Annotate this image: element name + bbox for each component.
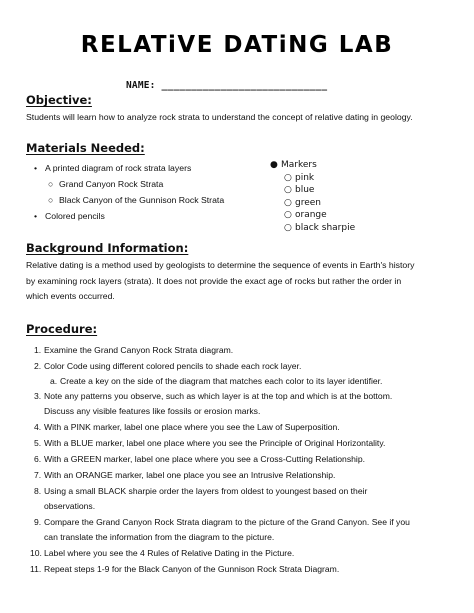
list-item-text: orange: [295, 210, 327, 220]
step-text: With a GREEN marker, label one place where you see a Cross-Cutting Relationship.: [44, 454, 365, 464]
step-text: Repeat steps 1-9 for the Black Canyon of the Gunnison Rock Strata Diagram.: [44, 564, 340, 574]
step-text: Label where you see the 4 Rules of Relative Dating in the Picture.: [44, 548, 295, 558]
list-item: [270, 160, 317, 170]
step-number: 9.: [34, 517, 42, 527]
list-item-text: black sharpie: [295, 222, 356, 233]
list-item: [48, 195, 224, 205]
procedure-step: [34, 422, 340, 432]
bullet-icon: ●: [270, 160, 278, 170]
background-heading: Background Information:: [26, 241, 189, 255]
list-item: [48, 179, 163, 189]
step-number: 8.: [34, 486, 42, 496]
list-item-text: A printed diagram of rock strata layers: [45, 163, 192, 173]
step-text: Compare the Grand Canyon Rock Strata diagram to the picture of the Grand Canyon. See if you: [44, 517, 410, 527]
list-item: [284, 223, 355, 233]
list-item: [284, 185, 314, 195]
list-item: [34, 163, 191, 173]
step-number: 1.: [34, 345, 42, 355]
step-text: With an ORANGE marker, label one place you see an Intrusive Relationship.: [44, 470, 336, 480]
background-paragraph: [26, 258, 446, 305]
list-item-text: pink: [295, 172, 315, 183]
step-text: Color Code using different colored pencils to shade each rock layer.: [44, 361, 302, 371]
list-item-text: Colored pencils: [45, 211, 105, 221]
background-line: by examining rock layers (strata). It does not provide the exact age of rocks but rather the order in: [26, 275, 402, 286]
procedure-step: [30, 548, 294, 558]
bullet-icon: ○: [284, 185, 292, 195]
list-item-text: Black Canyon of the Gunnison Rock Strata: [59, 195, 225, 205]
list-item: [284, 198, 321, 208]
bullet-icon: ○: [48, 195, 54, 205]
objective-heading: Objective:: [26, 93, 92, 107]
step-number: 4.: [34, 422, 42, 432]
background-line: Relative dating is a method used by geologists to determine the sequence of events in Earth's history: [26, 260, 415, 270]
step-number: 7.: [34, 470, 42, 480]
procedure-step: [34, 438, 385, 448]
objective-text: Students will learn how to analyze rock strata to understand the concept of relative dating in geology.: [26, 112, 413, 122]
procedure-heading: Procedure:: [26, 322, 98, 336]
procedure-step-continuation: [44, 532, 274, 542]
procedure-step-continuation: [44, 406, 260, 416]
procedure-step-continuation: [44, 501, 95, 511]
list-item-text: Grand Canyon Rock Strata: [59, 179, 164, 189]
procedure-step: [34, 486, 367, 496]
step-text: Discuss any visible features like fossils or erosion marks.: [44, 406, 261, 416]
step-text: Examine the Grand Canyon Rock Strata diagram.: [44, 345, 234, 355]
list-item-text: green: [295, 197, 321, 208]
step-number: 5.: [34, 438, 42, 448]
bullet-icon: •: [34, 163, 38, 173]
name-field-label: NAME: ____________________________: [126, 80, 328, 91]
step-number: 10.: [30, 548, 42, 558]
page-title: RELATiVE DATiNG LAB: [80, 32, 394, 58]
list-item: [34, 211, 105, 221]
list-item: [284, 210, 327, 220]
step-text: observations.: [44, 501, 96, 511]
step-text: With a BLUE marker, label one place where you see the Principle of Original Horizontality.: [44, 438, 386, 448]
bullet-icon: •: [34, 211, 38, 221]
bullet-icon: ○: [284, 210, 292, 220]
procedure-step: [34, 345, 233, 355]
background-line: which events occurred.: [26, 291, 115, 302]
list-item-text: Markers: [281, 160, 317, 170]
materials-heading: Materials Needed:: [26, 141, 145, 155]
step-text: With a PINK marker, label one place where you see the Law of Superposition.: [44, 422, 340, 432]
step-number: 3.: [34, 391, 42, 401]
procedure-step: [34, 470, 335, 480]
bullet-icon: ○: [284, 197, 292, 208]
procedure-step: [34, 454, 365, 464]
bullet-icon: ○: [284, 222, 292, 233]
procedure-step: [34, 361, 301, 371]
bullet-icon: ○: [48, 179, 54, 189]
procedure-step: [34, 391, 392, 401]
step-number: 11.: [30, 564, 42, 574]
step-number: 6.: [34, 454, 42, 464]
step-text: Create a key on the side of the diagram that matches each color to its layer identifier.: [60, 376, 383, 386]
step-number: a.: [50, 376, 58, 386]
list-item: [284, 173, 314, 183]
procedure-step: [34, 517, 410, 527]
step-text: Using a small BLACK sharpie order the layers from oldest to youngest based on their: [44, 486, 368, 496]
step-text: can translate the information from the diagram to the picture.: [44, 532, 275, 542]
procedure-step: [30, 564, 339, 574]
procedure-step: [50, 376, 382, 386]
list-item-text: blue: [295, 185, 315, 195]
bullet-icon: ○: [284, 172, 292, 183]
step-text: Note any patterns you observe, such as which layer is at the top and which is at the bottom.: [44, 391, 393, 401]
step-number: 2.: [34, 361, 42, 371]
